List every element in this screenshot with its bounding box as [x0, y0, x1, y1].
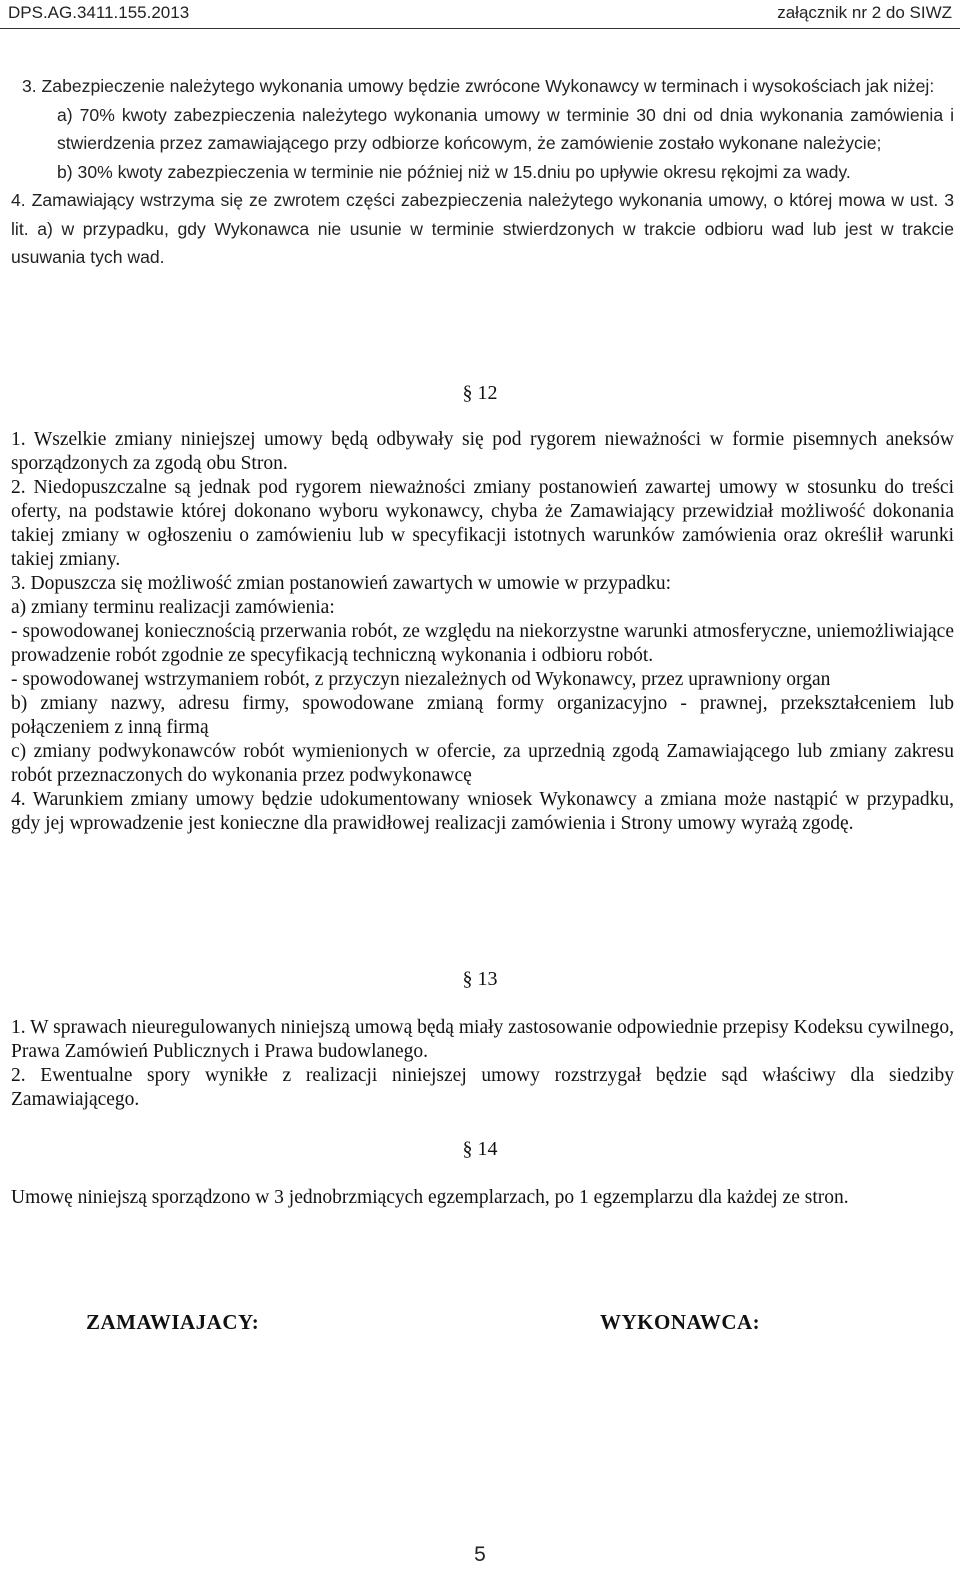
section-12-paragraph-3a: a) zmiany terminu realizacji zamówienia: [11, 597, 335, 618]
paragraph-item-3a: a) 70% kwoty zabezpieczenia należytego wykonania umowy w terminie 30 dni od dnia wykonania zamówienia i stwierdzenia przez zamawiającego przy odbiorze końcowym, że zamówienie zostało wykonane należycie; [57, 104, 954, 153]
section-12-paragraph-1: 1. Wszelkie zmiany niniejszej umowy będą odbywały się pod rygorem nieważności w formie pisemnych aneksów sporządzonych za zgodą obu Stron. [11, 429, 954, 474]
section-12-paragraph-3: 3. Dopuszcza się możliwość zmian postanowień zawartych w umowie w przypadku: [11, 573, 672, 594]
section-13-body [11, 1016, 954, 1112]
section-14-paragraph-1: Umowę niniejszą sporządzono w 3 jednobrzmiących egzemplarzach, po 1 egzemplarzu dla każdej ze stron. [11, 1187, 849, 1208]
signature-label-ordering-party: ZAMAWIAJACY: [86, 1310, 260, 1334]
page-number: 5 [474, 1543, 486, 1566]
section-12-paragraph-2: 2. Niedopuszczalne są jednak pod rygorem nieważności zmiany postanowień zawartej umowy w stosunku do treści oferty, na podstawie której dokonano wyboru wykonawcy, chyba że Zamawiający przewidział możliwość dokonania takiej zmiany w ogłoszeniu o zamówieniu lub w specyfikacji istotnych warunków zamówienia oraz określił warunki takiej zmiany. [11, 477, 954, 570]
paragraph-item-3b: b) 30% kwoty zabezpieczenia w terminie nie później niż w 15.dniu po upływie okresu rękojmi za wady. [57, 161, 851, 182]
section-13-paragraph-1: 1. W sprawach nieuregulowanych niniejszą umową będą miały zastosowanie odpowiednie przepisy Kodeksu cywilnego, Prawa Zamówień Publicznych i Prawa budowlanego. [11, 1017, 954, 1062]
security-return-section [11, 72, 954, 272]
header-attachment: załącznik nr 2 do SIWZ [777, 3, 952, 22]
section-13-heading: § 13 [462, 968, 498, 990]
section-12-heading: § 12 [462, 382, 498, 404]
section-14-heading: § 14 [462, 1138, 498, 1160]
paragraph-item-4: 4. Zamawiający wstrzyma się ze zwrotem części zabezpieczenia należytego wykonania umowy, o której mowa w ust. 3 lit. a) w przypadku, gdy Wykonawca nie usunie w terminie stwierdzonych w trakcie odbioru wad lub jest w trakcie usuwania tych wad. [11, 190, 954, 267]
section-14-body [11, 1186, 954, 1210]
section-13-paragraph-2: 2. Ewentualne spory wynikłe z realizacji niniejszej umowy rozstrzygał będzie sąd właściwy dla siedziby Zamawiającego. [11, 1065, 954, 1110]
signature-label-contractor: WYKONAWCA: [600, 1310, 761, 1334]
header-reference: DPS.AG.3411.155.2013 [8, 3, 190, 22]
header-divider [0, 28, 960, 29]
section-12-paragraph-3c: c) zmiany podwykonawców robót wymienionych w ofercie, za uprzednią zgodą Zamawiającego lub zmiany zakresu robót przeznaczonych do wykonania przez podwykonawcę [11, 741, 954, 786]
section-12-paragraph-4: 4. Warunkiem zmiany umowy będzie udokumentowany wniosek Wykonawcy a zmiana może nastąpić w przypadku, gdy jej wprowadzenie jest konieczne dla prawidłowej realizacji zamówienia i Strony umowy wyrażą zgodę. [11, 789, 954, 834]
section-12-paragraph-3b: b) zmiany nazwy, adresu firmy, spowodowane zmianą formy organizacyjno - prawnej, przekształceniem lub połączeniem z inną firmą [11, 693, 954, 738]
section-12-body [11, 428, 954, 836]
section-12-paragraph-3a-1: - spowodowanej koniecznością przerwania robót, ze względu na niekorzystne warunki atmosferyczne, uniemożliwiające prowadzenie robót zgodnie ze specyfikacją techniczną wykonania i odbioru robót. [11, 621, 954, 666]
section-12-paragraph-3a-2: - spowodowanej wstrzymaniem robót, z przyczyn niezależnych od Wykonawcy, przez uprawniony organ [11, 669, 831, 690]
paragraph-item-3: 3. Zabezpieczenie należytego wykonania umowy będzie zwrócone Wykonawcy w terminach i wysokościach jak niżej: [22, 76, 935, 96]
